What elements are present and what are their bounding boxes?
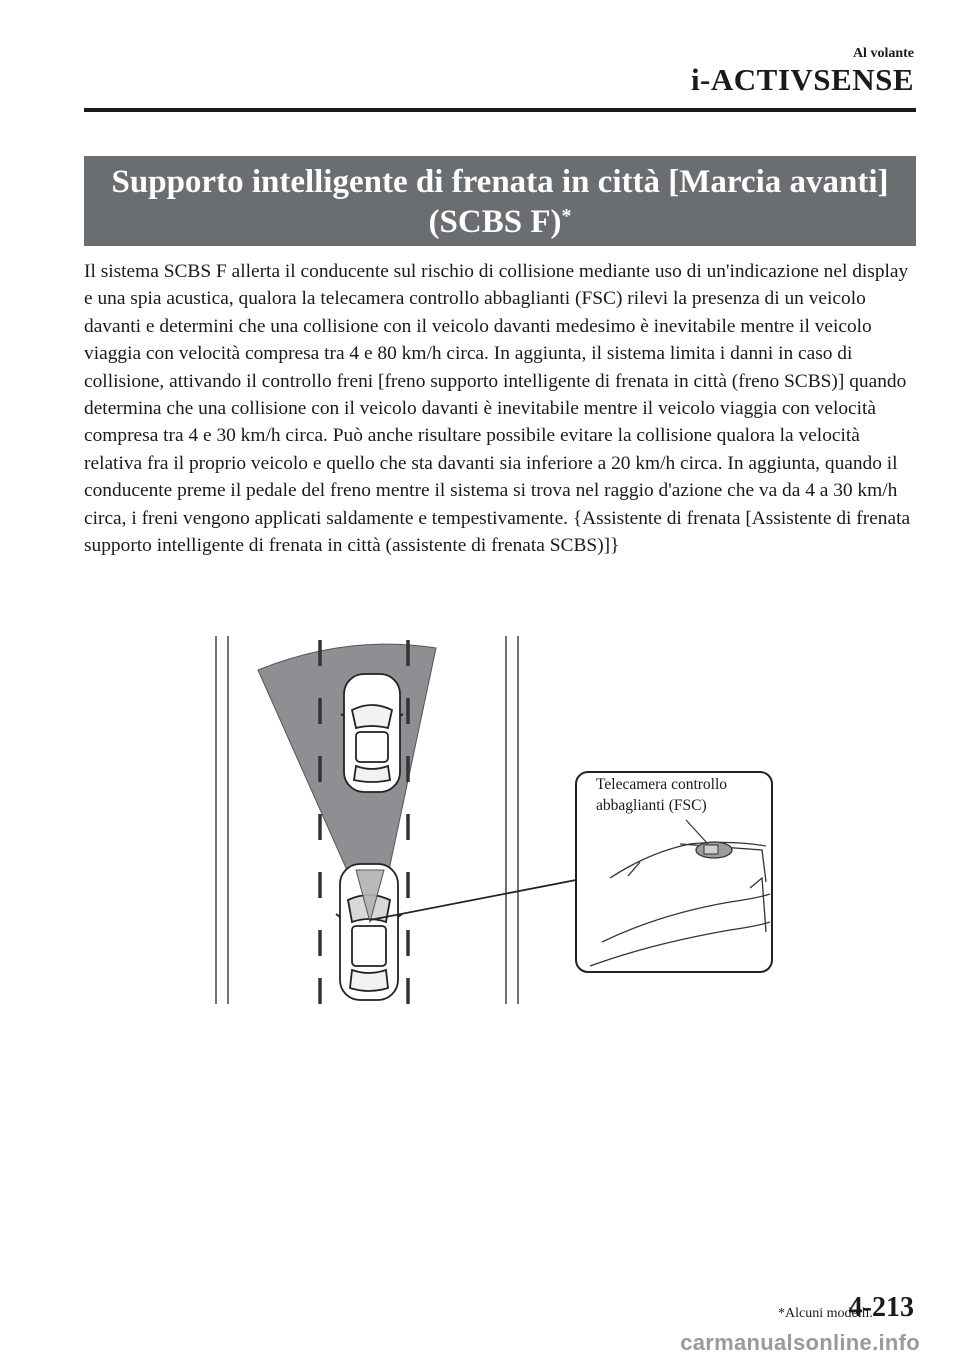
title-line-2-text: (SCBS F) — [428, 204, 562, 240]
camera-label-line-2: abbaglianti (FSC) — [596, 797, 707, 814]
body-text — [84, 258, 920, 559]
camera-icon — [696, 842, 732, 858]
section-header: Al volante — [852, 46, 914, 61]
title-line-2 — [84, 202, 916, 242]
chapter-header: i-ACTIVSENSE — [690, 62, 914, 97]
callout-leader — [370, 880, 576, 920]
page-title — [84, 156, 916, 246]
header-divider — [84, 108, 916, 112]
camera-label — [596, 774, 727, 816]
body-paragraph: Il sistema SCBS F allerta il conducente sul rischio di collisione mediante uso di un'indicazione nel display e una spia acustica, qualora la telecamera controllo abbaglianti (FSC) rilevi la presenza di un veicolo davanti e determini che una collisione con il veicolo davanti medesimo è inevitabile mentre il veicolo viaggia con velocità compresa tra 4 e 80 km/h circa. In aggiunta, il sistema limita i danni in caso di collisione, attivando il controllo freni [freno supporto intelligente di frenata in città (freno SCBS)] quando determina che una collisione con il veicolo davanti è inevitabile mentre il veicolo viaggia con velocità compresa tra 4 e 30 km/h circa. Può anche risultare possibile evitare la collisione qualora la velocità relativa fra il proprio veicolo e quello che sta davanti sia inferiore a 20 km/h circa. In aggiunta, quando il conducente preme il pedale del freno mentre il sistema si trova nel raggio d'azione che va da 4 a 30 km/h circa, i freni vengono applicati saldamente e tempestivamente. {Assistente di frenata [Assistente di frenata supporto intelligente di frenata in città (assistente di frenata SCBS)]} — [84, 261, 911, 557]
watermark: carmanualsonline.info — [680, 1330, 920, 1355]
footnote: *Alcuni modelli. — [778, 1306, 873, 1321]
title-asterisk: * — [561, 205, 572, 227]
title-line-1: Supporto intelligente di frenata in città [Marcia avanti] — [111, 164, 889, 200]
page-number: 4-213 — [848, 1292, 914, 1323]
scbs-illustration — [210, 632, 790, 1010]
front-car — [341, 674, 403, 792]
camera-label-line-1: Telecamera controllo — [596, 776, 728, 793]
